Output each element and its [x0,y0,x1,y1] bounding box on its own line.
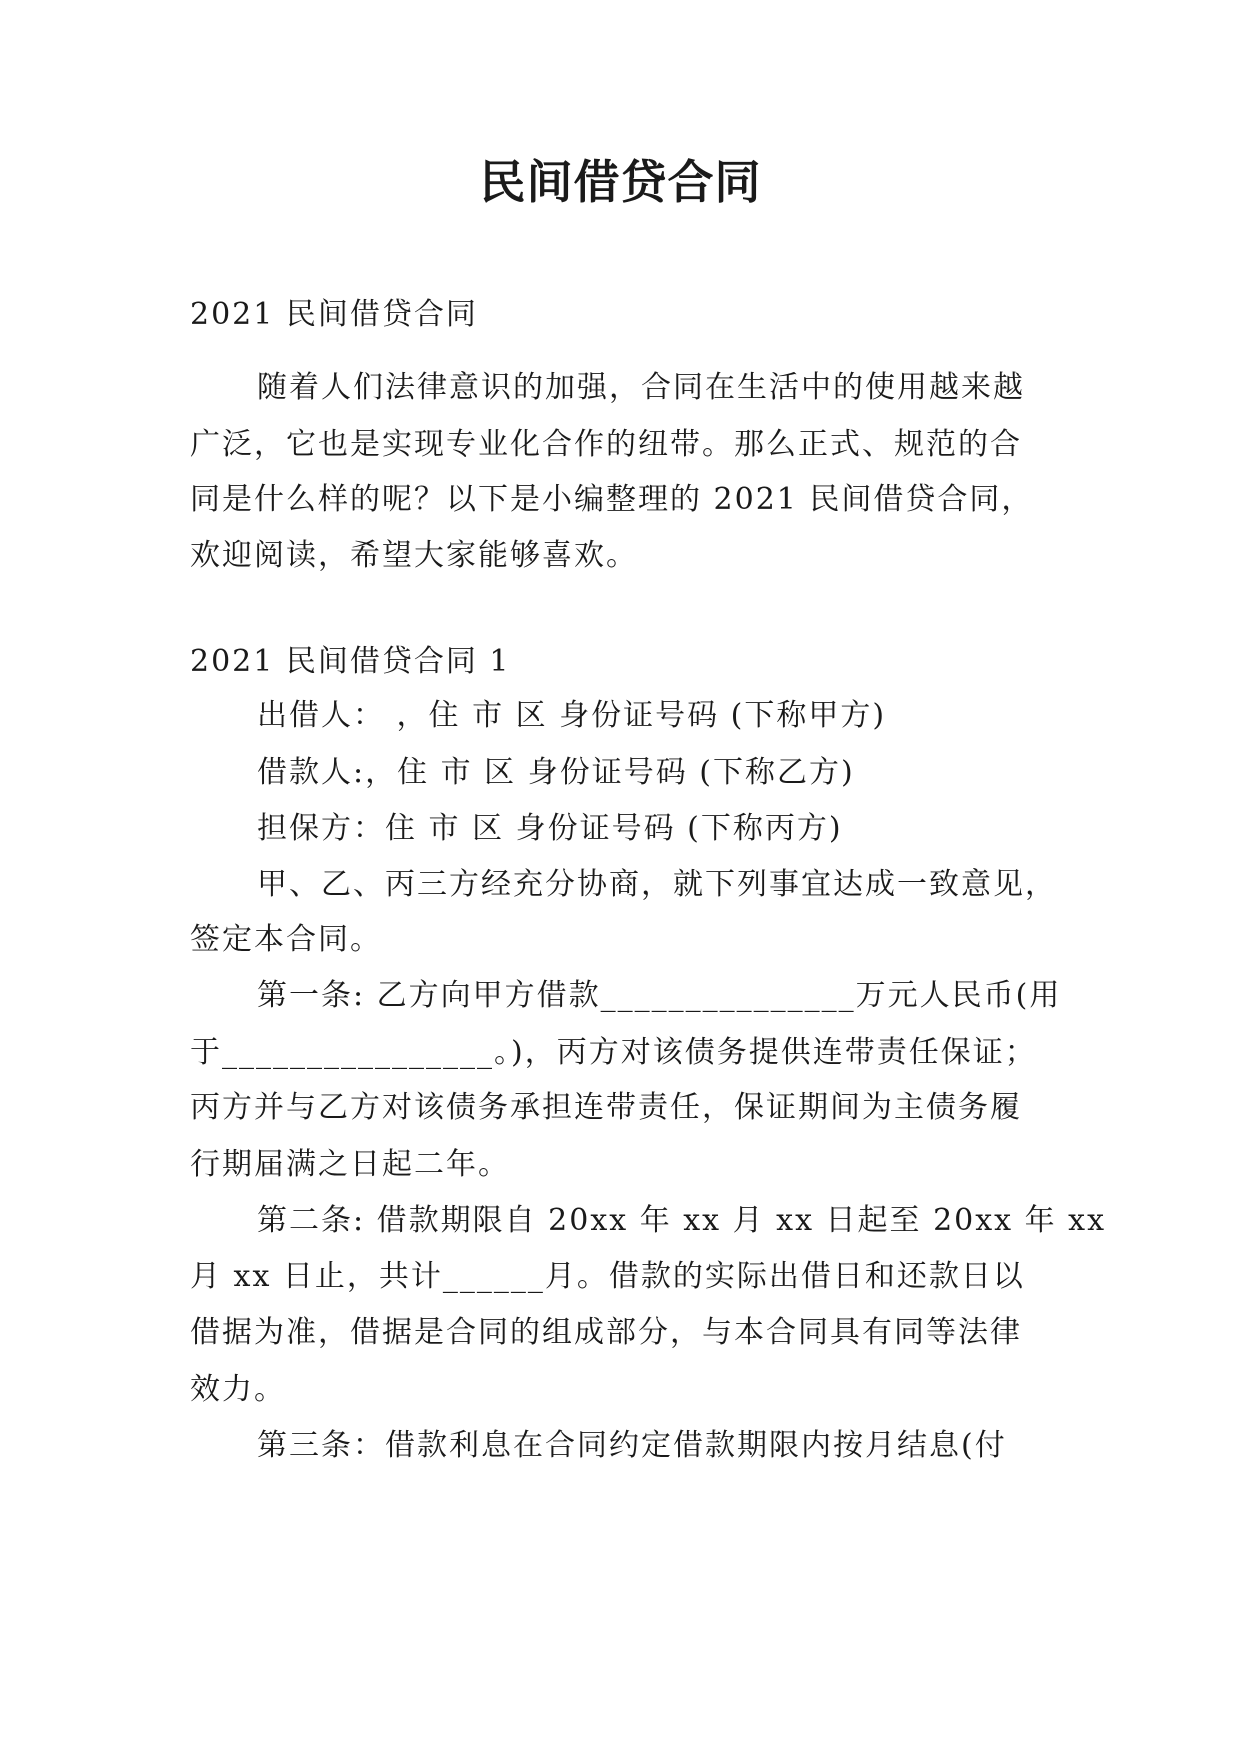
article-3-line-1: 第三条：借款利息在合同约定借款期限内按月结息(付 [257,1428,1007,1463]
subtitle-line: 2021 民间借贷合同 [190,297,478,332]
section-heading: 2021 民间借贷合同 1 [190,644,511,679]
intro-line-2: 广泛，它也是实现专业化合作的纽带。那么正式、规范的合 [190,427,1022,462]
article-1-line-3: 丙方并与乙方对该债务承担连带责任，保证期间为主债务履 [190,1090,1022,1125]
intro-line-3: 同是什么样的呢？以下是小编整理的 2021 民间借贷合同， [190,482,1034,517]
intro-line-1: 随着人们法律意识的加强，合同在生活中的使用越来越 [257,370,1025,405]
article-1-line-4: 行期届满之日起二年。 [190,1147,510,1182]
agreement-line-2: 签定本合同。 [190,922,382,957]
borrower-line: 借款人:，住 市 区 身份证号码 (下称乙方) [257,755,855,790]
lender-line: 出借人： ，住 市 区 身份证号码 (下称甲方) [257,698,887,733]
article-2-line-2: 月 xx 日止，共计______月。借款的实际出借日和还款日以 [190,1259,1025,1294]
article-2-line-1: 第二条: 借款期限自 20xx 年 xx 月 xx 日起至 20xx 年 xx [257,1203,1107,1238]
document-title: 民间借贷合同 [479,155,762,209]
article-1-line-1: 第一条: 乙方向甲方借款_______________万元人民币(用 [257,978,1062,1013]
intro-line-4: 欢迎阅读，希望大家能够喜欢。 [190,538,638,573]
article-1-line-2: 于________________。)，丙方对该债务提供连带责任保证； [190,1035,1037,1070]
guarantor-line: 担保方：住 市 区 身份证号码 (下称丙方) [257,811,843,846]
article-2-line-4: 效力。 [190,1372,286,1407]
article-2-line-3: 借据为准，借据是合同的组成部分，与本合同具有同等法律 [190,1315,1022,1350]
agreement-line-1: 甲、乙、丙三方经充分协商，就下列事宜达成一致意见， [257,867,1057,902]
